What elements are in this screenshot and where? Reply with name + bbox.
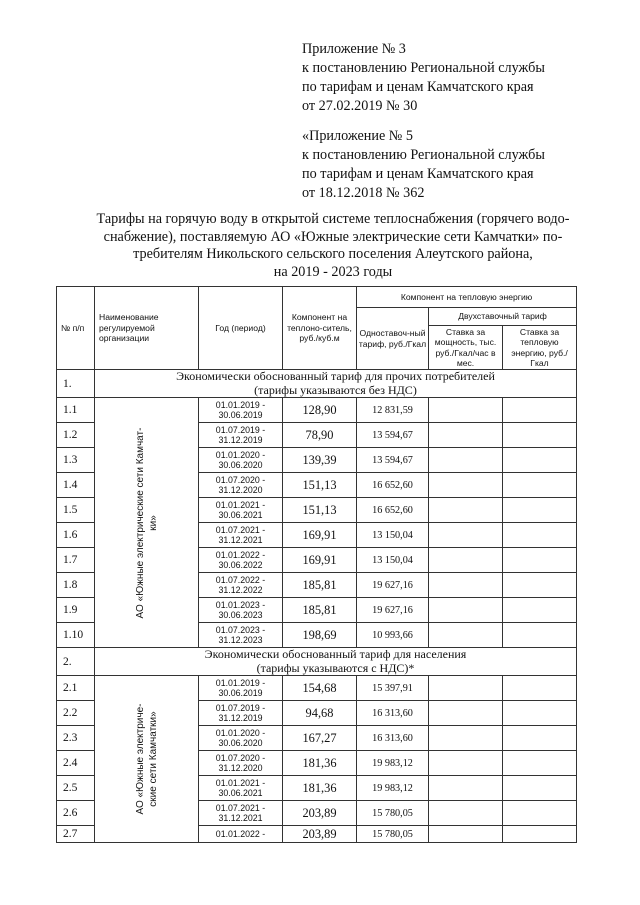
- section-title-line: (тарифы указываются с НДС)*: [256, 660, 415, 675]
- period-start: 01.01.2019 -: [215, 678, 266, 688]
- period-cell: [199, 498, 283, 523]
- capacity-rate-value: [429, 523, 503, 548]
- period-cell: [199, 473, 283, 498]
- single-rate-value: 16 313,60: [357, 726, 429, 751]
- organization-cell: [95, 398, 199, 648]
- period-cell: [199, 623, 283, 648]
- row-number: 1.1: [57, 398, 95, 423]
- capacity-rate-value: [429, 623, 503, 648]
- appendix-line: от 18.12.2018 № 362: [302, 185, 425, 201]
- water-component-value: 203,89: [283, 826, 357, 843]
- period-start: 01.01.2020 -: [215, 728, 266, 738]
- section-title: [95, 648, 577, 676]
- period-start: 01.01.2020 -: [215, 450, 266, 460]
- period-start: 01.07.2020 -: [215, 753, 266, 763]
- capacity-rate-value: [429, 701, 503, 726]
- header-energy-rate: Ставка за тепловую энергию, руб./Гкал: [503, 326, 577, 370]
- row-number: 1.6: [57, 523, 95, 548]
- period-start: 01.07.2021 -: [215, 803, 266, 813]
- row-number: 1.7: [57, 548, 95, 573]
- capacity-rate-value: [429, 751, 503, 776]
- energy-rate-value: [503, 751, 577, 776]
- single-rate-value: 16 313,60: [357, 701, 429, 726]
- row-number: 1.5: [57, 498, 95, 523]
- period-end: 31.12.2021: [218, 813, 263, 823]
- organization-name-line: ские сети Камчатки»: [147, 711, 159, 807]
- single-rate-value: 10 993,66: [357, 623, 429, 648]
- header-organization: Наименование регулируемой организации: [95, 287, 199, 370]
- period-cell: [199, 573, 283, 598]
- period-cell: [199, 676, 283, 701]
- period-start: 01.07.2022 -: [215, 575, 266, 585]
- row-number: 1.9: [57, 598, 95, 623]
- energy-rate-value: [503, 548, 577, 573]
- energy-rate-value: [503, 701, 577, 726]
- row-number: 2.1: [57, 676, 95, 701]
- organization-name-line: ки»: [147, 514, 159, 531]
- table-row: [57, 676, 577, 701]
- period-cell: [199, 448, 283, 473]
- appendix-line: Приложение № 3: [302, 41, 406, 57]
- period-cell: [199, 801, 283, 826]
- row-number: 1.2: [57, 423, 95, 448]
- energy-rate-value: [503, 776, 577, 801]
- period-start: 01.07.2020 -: [215, 475, 266, 485]
- header-two-rate: Двухставочный тариф: [429, 308, 577, 326]
- section-title-line: (тарифы указываются без НДС): [254, 382, 417, 397]
- capacity-rate-value: [429, 548, 503, 573]
- period-start: 01.07.2023 -: [215, 625, 266, 635]
- water-component-value: 151,13: [283, 473, 357, 498]
- period-start: 01.01.2023 -: [215, 600, 266, 610]
- single-rate-value: 13 594,67: [357, 448, 429, 473]
- row-number: 1.10: [57, 623, 95, 648]
- single-rate-value: 19 627,16: [357, 573, 429, 598]
- period-start: 01.07.2019 -: [215, 425, 266, 435]
- appendix-line: к постановлению Региональной службы: [302, 147, 545, 163]
- single-rate-value: 16 652,60: [357, 498, 429, 523]
- section-title: [95, 370, 577, 398]
- single-rate-value: 15 780,05: [357, 801, 429, 826]
- capacity-rate-value: [429, 826, 503, 843]
- capacity-rate-value: [429, 598, 503, 623]
- organization-name: [134, 703, 160, 814]
- row-number: 2.5: [57, 776, 95, 801]
- appendix-line: от 27.02.2019 № 30: [302, 98, 418, 114]
- period-end: 31.12.2019: [218, 713, 263, 723]
- appendix-line: по тарифам и ценам Камчатского края: [302, 166, 534, 182]
- period-start: 01.01.2022 -: [215, 829, 266, 839]
- energy-rate-value: [503, 423, 577, 448]
- capacity-rate-value: [429, 448, 503, 473]
- period-cell: [199, 548, 283, 573]
- energy-rate-value: [503, 676, 577, 701]
- row-number: 2.4: [57, 751, 95, 776]
- energy-rate-value: [503, 473, 577, 498]
- energy-rate-value: [503, 623, 577, 648]
- capacity-rate-value: [429, 676, 503, 701]
- single-rate-value: 16 652,60: [357, 473, 429, 498]
- period-cell: [199, 726, 283, 751]
- energy-rate-value: [503, 573, 577, 598]
- single-rate-value: 12 831,59: [357, 398, 429, 423]
- capacity-rate-value: [429, 423, 503, 448]
- period-cell: [199, 776, 283, 801]
- appendix-line: по тарифам и ценам Камчатского края: [302, 79, 534, 95]
- water-component-value: 169,91: [283, 523, 357, 548]
- document-title: [76, 211, 590, 281]
- appendix-line: «Приложение № 5: [302, 128, 413, 144]
- water-component-value: 203,89: [283, 801, 357, 826]
- energy-rate-value: [503, 523, 577, 548]
- title-line: требителям Никольского сельского поселения Алеутского района,: [133, 246, 533, 262]
- row-number: 1.3: [57, 448, 95, 473]
- water-component-value: 94,68: [283, 701, 357, 726]
- period-end: 30.06.2020: [218, 460, 263, 470]
- table-row: [57, 398, 577, 423]
- period-cell: [199, 826, 283, 843]
- water-component-value: 169,91: [283, 548, 357, 573]
- capacity-rate-value: [429, 776, 503, 801]
- header-water-component: Компонент на теплоно-ситель, руб./куб.м: [283, 287, 357, 370]
- energy-rate-value: [503, 598, 577, 623]
- row-number: 2.7: [57, 826, 95, 843]
- organization-name-line: АО «Южные электриче-: [134, 703, 146, 815]
- section-title-line: Экономически обоснованный тариф для прочих потребителей: [176, 369, 495, 383]
- period-end: 31.12.2023: [218, 635, 263, 645]
- period-end: 31.12.2022: [218, 585, 263, 595]
- row-number: 1.4: [57, 473, 95, 498]
- row-number: 1.8: [57, 573, 95, 598]
- section-title-line: Экономически обоснованный тариф для населения: [204, 647, 467, 661]
- organization-name-line: АО «Южные электрические сети Камчат-: [134, 427, 146, 618]
- capacity-rate-value: [429, 498, 503, 523]
- header-single-rate: Одноставоч-ный тариф, руб./Гкал: [357, 308, 429, 370]
- water-component-value: 151,13: [283, 498, 357, 523]
- energy-rate-value: [503, 726, 577, 751]
- water-component-value: 128,90: [283, 398, 357, 423]
- period-end: 30.06.2019: [218, 688, 263, 698]
- energy-rate-value: [503, 398, 577, 423]
- header-period: Год (период): [199, 287, 283, 370]
- title-line: снабжение), поставляемую АО «Южные электрические сети Камчатки» по-: [103, 228, 563, 245]
- period-start: 01.07.2021 -: [215, 525, 266, 535]
- section-row: [57, 370, 577, 398]
- single-rate-value: 15 397,91: [357, 676, 429, 701]
- period-end: 30.06.2020: [218, 738, 263, 748]
- header-no: № п/п: [57, 287, 95, 370]
- row-number: 2.6: [57, 801, 95, 826]
- water-component-value: 181,36: [283, 751, 357, 776]
- period-end: 31.12.2020: [218, 485, 263, 495]
- period-cell: [199, 751, 283, 776]
- period-start: 01.01.2021 -: [215, 500, 266, 510]
- period-end: 31.12.2020: [218, 763, 263, 773]
- header-heat-component: Компонент на тепловую энергию: [357, 287, 577, 308]
- single-rate-value: 13 594,67: [357, 423, 429, 448]
- period-end: 30.06.2021: [218, 510, 263, 520]
- water-component-value: 139,39: [283, 448, 357, 473]
- row-number: 2.3: [57, 726, 95, 751]
- period-end: 31.12.2021: [218, 535, 263, 545]
- water-component-value: 167,27: [283, 726, 357, 751]
- water-component-value: 78,90: [283, 423, 357, 448]
- water-component-value: 185,81: [283, 598, 357, 623]
- single-rate-value: 15 780,05: [357, 826, 429, 843]
- period-end: 30.06.2019: [218, 410, 263, 420]
- single-rate-value: 19 983,12: [357, 776, 429, 801]
- period-end: 31.12.2019: [218, 435, 263, 445]
- capacity-rate-value: [429, 573, 503, 598]
- tariff-table: [56, 286, 577, 843]
- energy-rate-value: [503, 801, 577, 826]
- period-start: 01.07.2019 -: [215, 703, 266, 713]
- period-end: 30.06.2021: [218, 788, 263, 798]
- water-component-value: 198,69: [283, 623, 357, 648]
- capacity-rate-value: [429, 398, 503, 423]
- single-rate-value: 13 150,04: [357, 523, 429, 548]
- period-end: 30.06.2023: [218, 610, 263, 620]
- section-number: 2.: [57, 648, 95, 676]
- row-number: 2.2: [57, 701, 95, 726]
- capacity-rate-value: [429, 726, 503, 751]
- organization-cell: [95, 676, 199, 843]
- appendix-line: к постановлению Региональной службы: [302, 60, 545, 76]
- period-start: 01.01.2021 -: [215, 778, 266, 788]
- header-capacity-rate: Ставка за мощность, тыс. руб./Гкал/час в мес.: [429, 326, 503, 370]
- energy-rate-value: [503, 448, 577, 473]
- capacity-rate-value: [429, 473, 503, 498]
- period-start: 01.01.2019 -: [215, 400, 266, 410]
- title-line: Тарифы на горячую воду в открытой системе теплоснабжения (горячего водо-: [96, 211, 570, 227]
- period-start: 01.01.2022 -: [215, 550, 266, 560]
- single-rate-value: 13 150,04: [357, 548, 429, 573]
- single-rate-value: 19 983,12: [357, 751, 429, 776]
- capacity-rate-value: [429, 801, 503, 826]
- period-cell: [199, 701, 283, 726]
- period-cell: [199, 598, 283, 623]
- organization-name: [134, 427, 160, 618]
- appendix-note-1: [302, 40, 545, 116]
- period-cell: [199, 423, 283, 448]
- section-number: 1.: [57, 370, 95, 398]
- period-cell: [199, 523, 283, 548]
- energy-rate-value: [503, 498, 577, 523]
- section-row: [57, 648, 577, 676]
- period-end: 30.06.2022: [218, 560, 263, 570]
- title-line: на 2019 - 2023 годы: [273, 263, 393, 280]
- water-component-value: 185,81: [283, 573, 357, 598]
- water-component-value: 154,68: [283, 676, 357, 701]
- single-rate-value: 19 627,16: [357, 598, 429, 623]
- energy-rate-value: [503, 826, 577, 843]
- period-cell: [199, 398, 283, 423]
- appendix-note-2: [302, 127, 545, 203]
- water-component-value: 181,36: [283, 776, 357, 801]
